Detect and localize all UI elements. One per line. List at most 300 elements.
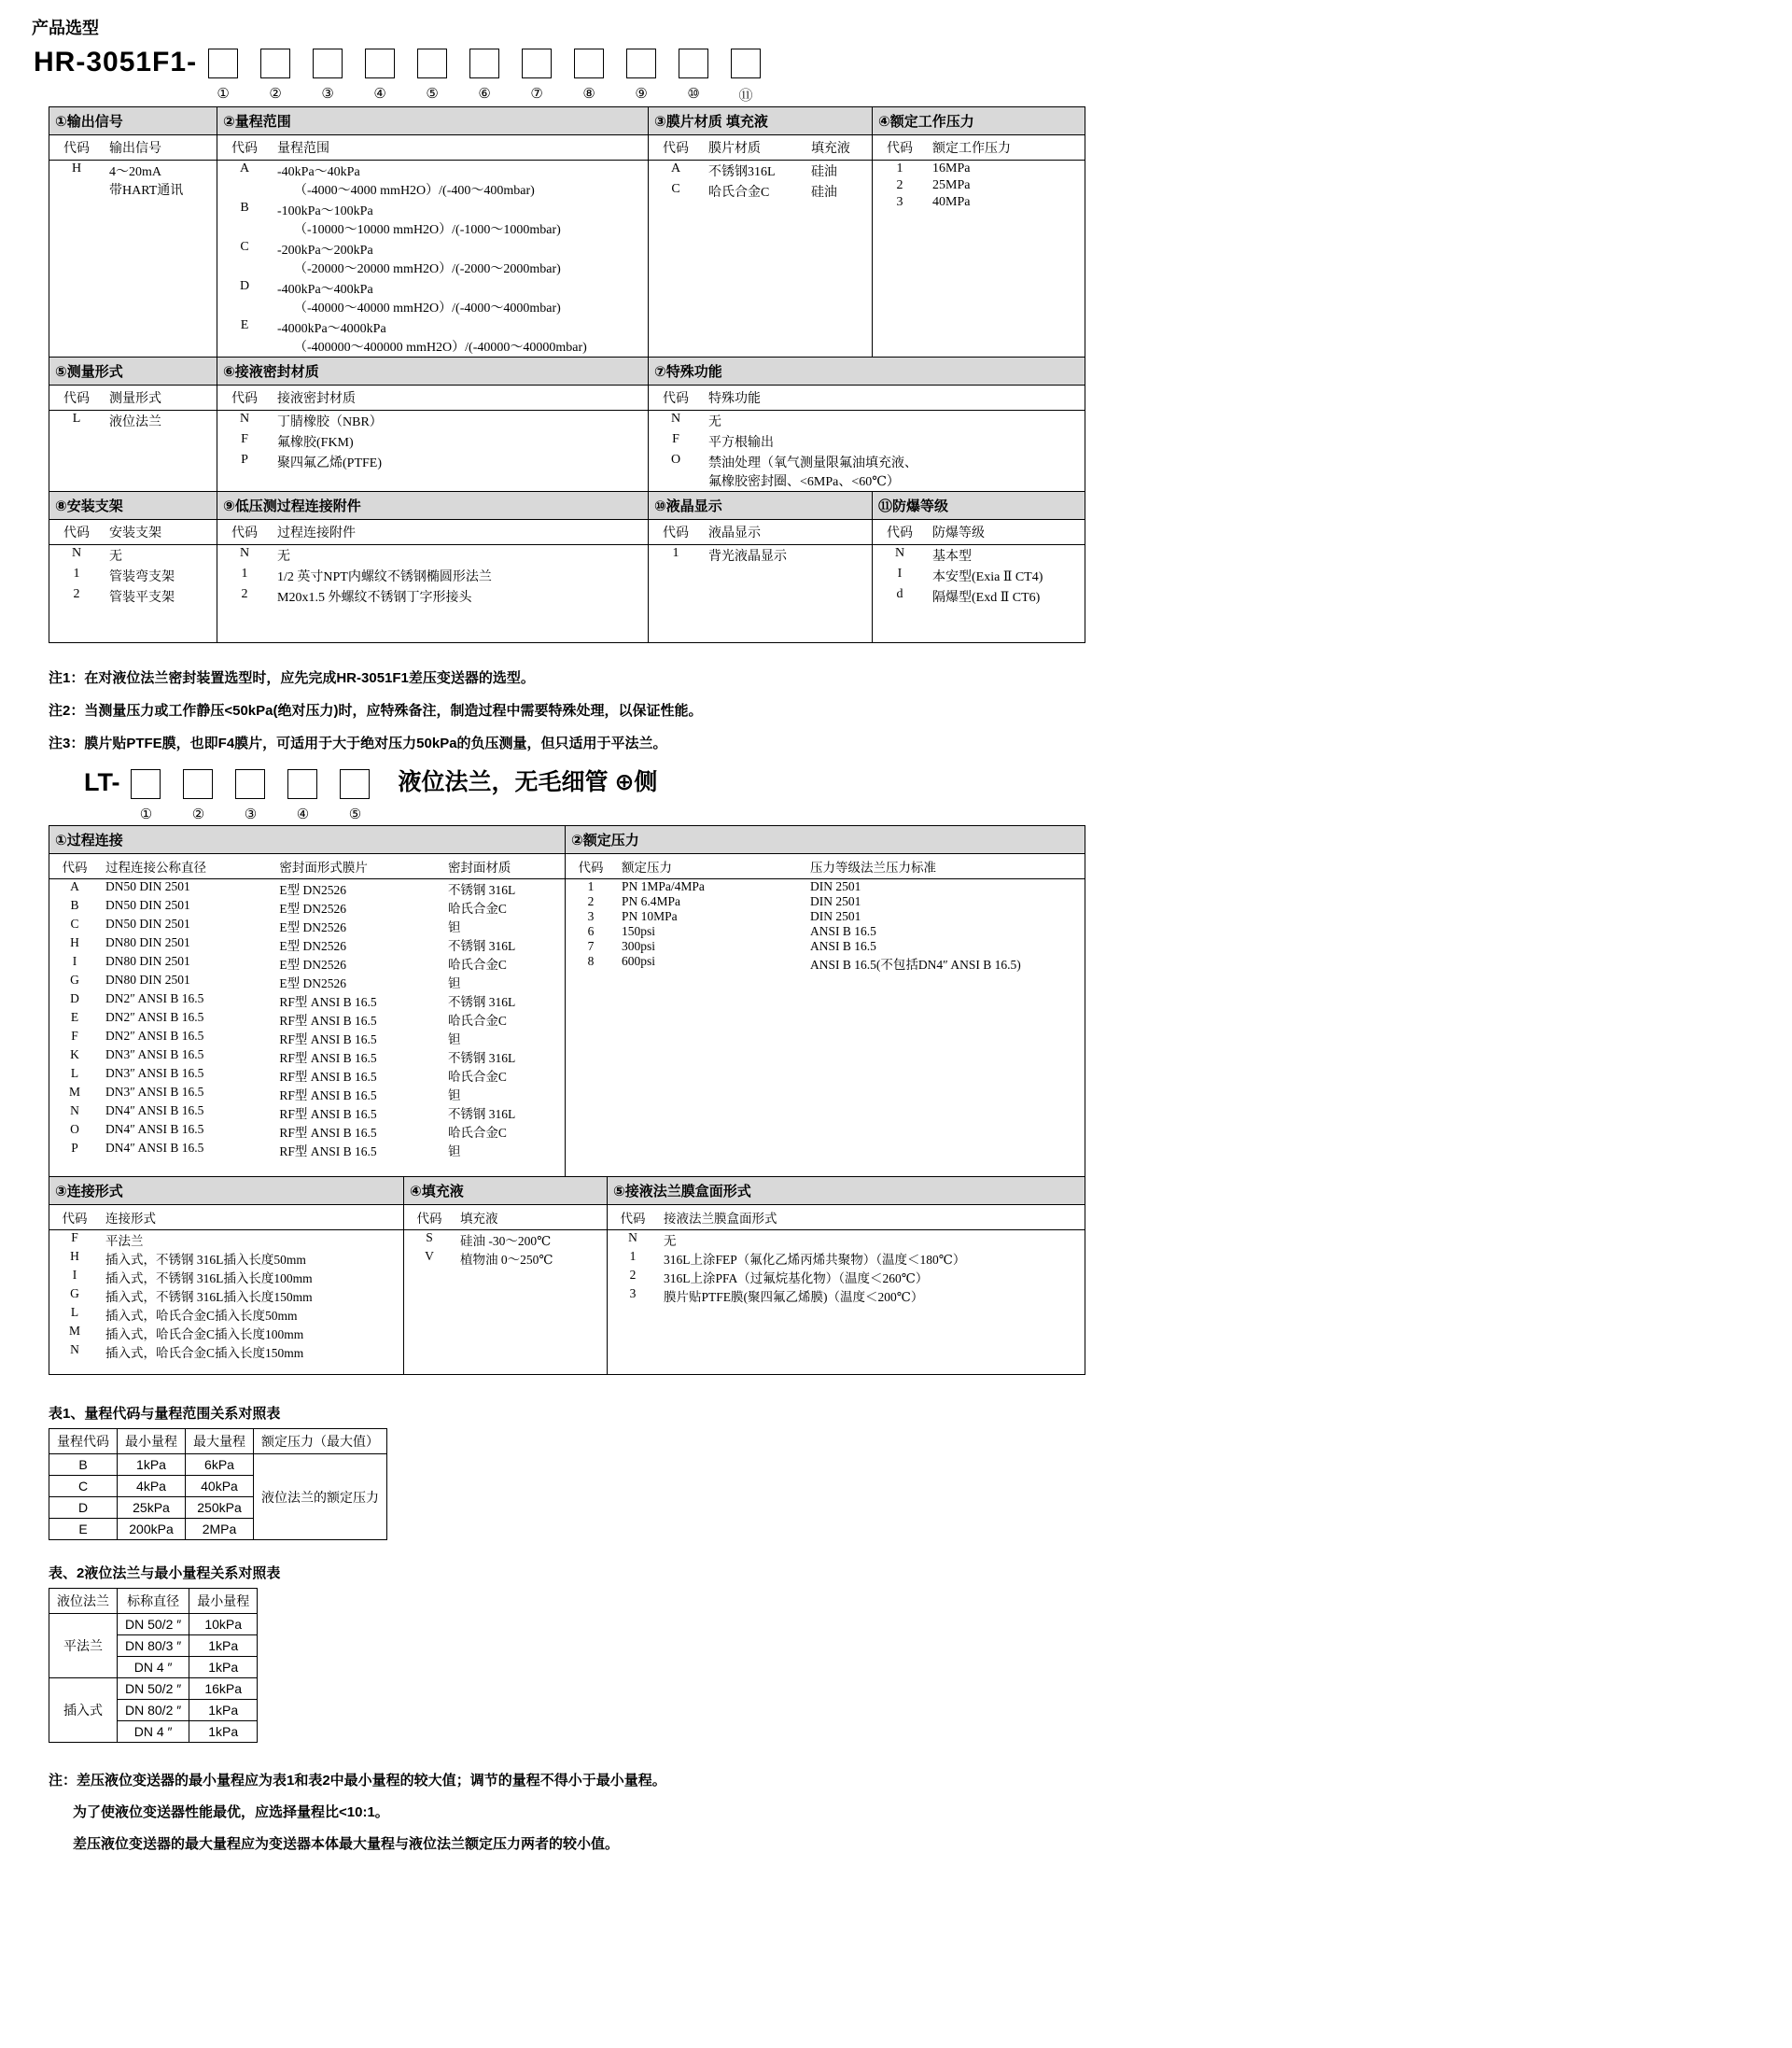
code-box-11[interactable] [720, 45, 772, 105]
row-max: 2MPa [186, 1519, 254, 1540]
table-row [49, 1286, 403, 1305]
row-code: C [70, 917, 79, 931]
table-header-row [49, 1589, 258, 1614]
col-code: 代码 [49, 135, 104, 161]
table-row [608, 1230, 1085, 1250]
table-row [49, 1678, 258, 1700]
row-code: H [70, 1249, 79, 1263]
table-header-row [217, 520, 648, 545]
row-c1: 无 [664, 1234, 677, 1248]
row-c1: 膜片贴PTFE膜(聚四氟乙烯膜)（温度＜200℃） [664, 1290, 924, 1304]
row-min: 200kPa [118, 1519, 186, 1540]
col-code: 代码 [49, 1205, 100, 1230]
row-code: F [71, 1230, 78, 1244]
row-code: B [49, 1454, 118, 1476]
row-value: 25MPa [932, 178, 971, 192]
row-c1: 150psi [622, 924, 656, 938]
section-header: ②额定压力 [566, 826, 1085, 854]
row-code: E [240, 318, 249, 332]
row-code: N [70, 1342, 79, 1356]
row-fill-fluid: 硅油 [810, 165, 837, 179]
code-box-10[interactable] [667, 45, 720, 105]
col-code: 代码 [49, 854, 100, 879]
table-row [49, 358, 1085, 492]
code-box-index: ③ [244, 807, 258, 822]
row-code: N [670, 412, 681, 426]
table-header-row [873, 520, 1085, 545]
row-code: D [70, 991, 79, 1005]
code-box-square[interactable] [469, 49, 499, 78]
table-row [649, 452, 1085, 491]
row-c1: DN2″ ANSI B 16.5 [105, 1029, 204, 1043]
col-flange-type: 液位法兰 [49, 1589, 118, 1614]
lt-code-box-1[interactable] [119, 765, 172, 823]
row-code: 1 [672, 546, 679, 560]
model-code-line-2 [84, 765, 1764, 823]
col-code: 代码 [873, 135, 927, 161]
table-row [49, 1342, 403, 1361]
col-value: 防爆等级 [927, 520, 1085, 545]
row-c3: 哈氏合金C [447, 1014, 507, 1028]
row-code: D [239, 279, 250, 293]
code-box-5[interactable] [406, 45, 458, 105]
row-code: V [425, 1249, 434, 1263]
table-row [49, 1047, 565, 1066]
table-row [49, 1122, 565, 1141]
col-rated-pressure: 额定压力 [616, 854, 805, 879]
row-min: 1kPa [189, 1657, 258, 1678]
section-table [49, 520, 217, 642]
code-box-square[interactable] [340, 769, 370, 799]
row-c3: 钽 [447, 1088, 461, 1102]
section-explosion-proof [873, 492, 1085, 643]
spacer-row [49, 1361, 403, 1374]
row-c1: DN50 DIN 2501 [105, 898, 190, 912]
row-c1: 插入式，哈氏合金C插入长度150mm [105, 1346, 304, 1360]
row-min: 4kPa [118, 1476, 186, 1497]
row-c1: 600psi [622, 954, 656, 968]
range-line-1: -200kPa～200kPa [277, 244, 373, 258]
row-c1: DN4″ ANSI B 16.5 [105, 1141, 204, 1155]
row-max: 6kPa [186, 1454, 254, 1476]
row-value: 基本型 [932, 550, 972, 564]
section-table [649, 520, 872, 566]
row-code: 3 [587, 909, 595, 923]
range-line-2: （-400000～400000 mmH2O）/(-40000～40000mbar) [294, 341, 587, 355]
code-box-square[interactable] [626, 49, 656, 78]
row-code: A [670, 161, 681, 175]
row-min: 16kPa [189, 1678, 258, 1700]
table-row [49, 586, 217, 607]
row-value: 液位法兰 [109, 415, 161, 429]
row-value: 聚四氟乙烯(PTFE) [277, 456, 382, 470]
table2-caption: 表、2液位法兰与最小量程关系对照表 [49, 1565, 281, 1581]
code-box-square[interactable] [208, 49, 238, 78]
code-box-square[interactable] [731, 49, 761, 78]
row-c2: ANSI B 16.5(不包括DN4″ ANSI B 16.5) [810, 958, 1021, 972]
table-row [49, 1454, 387, 1476]
special-line-2: 氟橡胶密封圈、<6MPa、<60℃） [708, 475, 900, 489]
section-header: ⑦特殊功能 [649, 358, 1085, 386]
table-row [608, 1249, 1085, 1268]
row-c2: RF型 ANSI B 16.5 [279, 1126, 377, 1140]
row-code: 2 [241, 587, 248, 601]
row-code: 1 [73, 567, 80, 581]
table-header-row [49, 854, 565, 879]
row-code: d [896, 587, 903, 601]
table-header-row [566, 854, 1085, 879]
code-box-square[interactable] [183, 769, 213, 799]
selection-table-lt-lower [49, 1176, 1085, 1375]
table-row [873, 545, 1085, 567]
col-range-code: 量程代码 [49, 1429, 118, 1454]
model-name-1: HR-3051F1- [34, 47, 198, 77]
table-row [566, 894, 1085, 909]
code-box-square[interactable] [574, 49, 604, 78]
row-c1: DN80 DIN 2501 [105, 935, 190, 949]
code-box-square[interactable] [365, 49, 395, 78]
section-header: ④额定工作压力 [873, 107, 1085, 135]
range-line-1: -400kPa～400kPa [277, 283, 373, 297]
table-row [217, 431, 648, 452]
row-code: 2 [629, 1268, 637, 1282]
row-c2: ANSI B 16.5 [810, 939, 876, 953]
table-row [49, 879, 565, 899]
row-c1: DN4″ ANSI B 16.5 [105, 1103, 204, 1117]
code-box-square[interactable] [287, 769, 317, 799]
row-code: P [241, 453, 248, 467]
row-c2: RF型 ANSI B 16.5 [279, 1107, 377, 1121]
row-value: 隔爆型(Exd Ⅱ CT6) [932, 591, 1041, 605]
row-code: 1 [629, 1249, 637, 1263]
code-box-index: ⑥ [478, 87, 491, 102]
section-table [873, 135, 1085, 211]
row-code: I [897, 567, 903, 581]
range-line-2: （-40000～40000 mmH2O）/(-4000～4000mbar) [294, 302, 561, 316]
section-connection-type [49, 1177, 404, 1375]
code-box-index: ② [191, 807, 205, 822]
range-code-table [49, 1428, 387, 1540]
code-box-square[interactable] [131, 769, 161, 799]
row-code: O [670, 453, 681, 467]
note-3: 注3：膜片贴PTFE膜，也即F4膜片，可适用于大于绝对压力50kPa的负压测量，但只适用于平法兰。 [49, 736, 667, 751]
range-line-2: （-20000～20000 mmH2O）/(-2000～2000mbar) [294, 262, 561, 276]
code-box-square[interactable] [522, 49, 552, 78]
col-face-type: 接液法兰膜盒面形式 [658, 1205, 1085, 1230]
code-box-1[interactable] [197, 45, 249, 105]
table-row [217, 200, 648, 239]
row-c3: 不锈钢 316L [447, 883, 516, 897]
col-code: 代码 [49, 520, 104, 545]
table-row [217, 586, 648, 607]
footnote-3: 差压液位变送器的最大量程应为变送器本体最大量程与液位法兰额定压力两者的较小值。 [73, 1836, 620, 1852]
table-header-row [217, 135, 648, 161]
row-c1: DN2″ ANSI B 16.5 [105, 1010, 204, 1024]
col-nominal-diameter: 过程连接公称直径 [100, 854, 273, 879]
row-code: F [71, 1029, 78, 1043]
row-code: B [70, 898, 79, 912]
section-range [217, 107, 649, 358]
footnote-1: 注：差压液位变送器的最小量程应为表1和表2中最小量程的较大值；调节的量程不得小于最小量程。 [49, 1773, 666, 1788]
special-line-1: 禁油处理（氧气测量限氟油填充液、 [708, 456, 917, 470]
row-code: N [70, 1103, 79, 1117]
code-box-6[interactable] [458, 45, 511, 105]
row-c2: E型 DN2526 [279, 939, 346, 953]
row-value-line2: 带HART通讯 [109, 184, 184, 198]
row-c1: DN3″ ANSI B 16.5 [105, 1047, 204, 1061]
table-row [49, 1177, 1085, 1375]
section-table [217, 520, 648, 607]
range-line-2: （-10000～10000 mmH2O）/(-1000～1000mbar) [294, 223, 561, 237]
row-max: 250kPa [186, 1497, 254, 1519]
row-code: G [70, 973, 79, 987]
selection-table-main [49, 106, 1085, 643]
spacer-row [49, 607, 217, 642]
table-row [49, 1141, 565, 1159]
row-code: D [49, 1497, 118, 1519]
lt-code-box-4[interactable] [276, 765, 329, 823]
row-dn: DN 50/2 ″ [118, 1678, 189, 1700]
table-row [49, 1230, 403, 1250]
col-value: 量程范围 [272, 135, 648, 161]
table-row [873, 586, 1085, 607]
col-rated-pressure-max: 额定压力（最大值） [254, 1429, 387, 1454]
row-code: P [71, 1141, 78, 1155]
row-code: M [68, 1085, 80, 1099]
row-c3: 哈氏合金C [447, 902, 507, 916]
spacer-cell [49, 431, 217, 487]
row-value: M20x1.5 外螺纹不锈钢丁字形接头 [277, 591, 472, 605]
table-header-row [49, 1205, 403, 1230]
row-c3: 钽 [447, 920, 461, 934]
row-c1: DN3″ ANSI B 16.5 [105, 1066, 204, 1080]
section-header: ③膜片材质 填充液 [649, 107, 872, 135]
code-box-square[interactable] [260, 49, 290, 78]
row-c1: DN80 DIN 2501 [105, 954, 190, 968]
footnotes-block [49, 1767, 1764, 1859]
col-code: 代码 [649, 386, 703, 411]
row-min: 1kPa [118, 1454, 186, 1476]
section-header: ⑧安装支架 [49, 492, 217, 520]
row-c1: DN3″ ANSI B 16.5 [105, 1085, 204, 1099]
section-table [649, 135, 872, 202]
table-header-row [608, 1205, 1085, 1230]
code-box-index: ② [269, 87, 282, 102]
row-c3: 不锈钢 316L [447, 1051, 516, 1065]
section-fill-fluid [404, 1177, 608, 1375]
row-value [272, 200, 648, 239]
code-box-7[interactable] [511, 45, 563, 105]
model-code-boxes-1 [197, 45, 772, 105]
code-box-3[interactable] [301, 45, 354, 105]
table-row [49, 566, 217, 586]
row-value: 背光液晶显示 [708, 550, 787, 564]
col-code: 代码 [404, 1205, 455, 1230]
col-min-range: 最小量程 [118, 1429, 186, 1454]
row-min: 1kPa [189, 1700, 258, 1721]
row-dn: DN 80/2 ″ [118, 1700, 189, 1721]
row-material: 哈氏合金C [708, 186, 770, 200]
code-box-square[interactable] [417, 49, 447, 78]
table-row [49, 1268, 403, 1286]
row-c2: RF型 ANSI B 16.5 [279, 1014, 377, 1028]
table-row [49, 492, 1085, 643]
row-value [272, 278, 648, 317]
row-c2: RF型 ANSI B 16.5 [279, 1032, 377, 1046]
row-c1: 300psi [622, 939, 656, 953]
row-c2: RF型 ANSI B 16.5 [279, 1070, 377, 1084]
code-box-index: ① [217, 87, 230, 102]
table-row [49, 1066, 565, 1085]
code-box-index: ⑤ [348, 807, 362, 822]
row-value [272, 317, 648, 357]
section-table [49, 386, 217, 487]
row-c2: E型 DN2526 [279, 902, 346, 916]
col-fill-fluid: 填充液 [455, 1205, 607, 1230]
table-header-row [873, 135, 1085, 161]
note-2: 注2：当测量压力或工作静压<50kPa(绝对压力)时，应特殊备注，制造过程中需要特殊处理，以保证性能。 [49, 703, 703, 719]
section-table [217, 386, 648, 472]
row-c1: 植物油 0～250℃ [460, 1253, 553, 1267]
row-code: 7 [587, 939, 595, 953]
model-code-boxes-2 [119, 765, 381, 823]
row-c2: DIN 2501 [810, 894, 861, 908]
model-name-2: LT- [84, 768, 120, 796]
row-code: S [426, 1230, 433, 1244]
section-mounting-bracket [49, 492, 217, 643]
code-box-index: ④ [296, 807, 310, 822]
table-row [49, 1010, 565, 1029]
row-code: C [671, 182, 680, 196]
col-pressure-standard: 压力等级法兰压力标准 [805, 854, 1085, 879]
section-table [49, 854, 565, 1176]
row-value [272, 239, 648, 278]
section-process-connection-accessory [217, 492, 649, 643]
code-box-index: ③ [321, 87, 334, 102]
row-code: B [240, 201, 249, 215]
section-process-connection [49, 826, 566, 1177]
table-row [566, 939, 1085, 954]
row-code: 6 [587, 924, 595, 938]
table-row [49, 1103, 565, 1122]
section-header: ⑤测量形式 [49, 358, 217, 386]
row-c2: E型 DN2526 [279, 883, 346, 897]
col-seal-face-material: 密封面材质 [442, 854, 565, 879]
table-header-row [49, 1429, 387, 1454]
row-min: 1kPa [189, 1635, 258, 1657]
table-row [49, 1324, 403, 1342]
row-value [703, 452, 1085, 491]
code-box-9[interactable] [615, 45, 667, 105]
section-special-function [649, 358, 1085, 492]
row-c1: PN 6.4MPa [622, 894, 681, 908]
table-row [217, 566, 648, 586]
table-row [49, 954, 565, 973]
col-code: 代码 [649, 520, 703, 545]
table-row [217, 411, 648, 432]
code-box-2[interactable] [249, 45, 301, 105]
table-row [49, 545, 217, 567]
row-c1: 平法兰 [105, 1234, 144, 1248]
row-code: E [49, 1519, 118, 1540]
code-box-index: ⑧ [582, 87, 595, 102]
row-c2: DIN 2501 [810, 879, 861, 893]
row-c1: 插入式，不锈钢 316L插入长度150mm [105, 1290, 313, 1304]
row-c1: PN 10MPa [622, 909, 678, 923]
table-header-row [649, 386, 1085, 411]
section-header: ③连接形式 [49, 1177, 403, 1205]
code-box-square[interactable] [235, 769, 265, 799]
col-value: 安装支架 [104, 520, 217, 545]
row-c1: DN50 DIN 2501 [105, 879, 190, 893]
row-c3: 哈氏合金C [447, 958, 507, 972]
section-table [49, 1205, 403, 1374]
row-code: C [49, 1476, 118, 1497]
col-value: 接液密封材质 [272, 386, 648, 411]
row-c1: DN4″ ANSI B 16.5 [105, 1122, 204, 1136]
col-nominal-diameter: 标称直径 [118, 1589, 189, 1614]
row-code: K [70, 1047, 79, 1061]
model-code-line-1 [34, 45, 1764, 105]
range-line-1: -4000kPa～4000kPa [277, 322, 386, 336]
row-code: 3 [629, 1286, 637, 1300]
section-flange-diaphragm-face [608, 1177, 1085, 1375]
section-table [217, 135, 648, 357]
code-box-square[interactable] [679, 49, 708, 78]
row-min: 25kPa [118, 1497, 186, 1519]
range-line-2: （-4000～4000 mmH2O）/(-400～400mbar) [294, 184, 535, 198]
code-box-square[interactable] [313, 49, 343, 78]
table-row [49, 935, 565, 954]
table-row [49, 1085, 565, 1103]
table-row [566, 924, 1085, 939]
lt-code-box-5[interactable] [329, 765, 381, 823]
row-c1: 插入式，哈氏合金C插入长度50mm [105, 1309, 298, 1323]
table-header-row [49, 135, 217, 161]
row-code: L [70, 1305, 79, 1319]
row-c2: DIN 2501 [810, 909, 861, 923]
row-c2: RF型 ANSI B 16.5 [279, 995, 377, 1009]
lt-code-box-2[interactable] [172, 765, 224, 823]
col-code: 代码 [217, 386, 272, 411]
table-row [217, 545, 648, 567]
section-header: ⑥接液密封材质 [217, 358, 648, 386]
section-table [873, 520, 1085, 607]
code-box-4[interactable] [354, 45, 406, 105]
row-code: 2 [73, 587, 80, 601]
code-box-index: ④ [373, 87, 386, 102]
section-lcd-display [649, 492, 873, 643]
col-value: 液晶显示 [703, 520, 872, 545]
table-row [649, 411, 1085, 432]
table-row [217, 161, 648, 201]
section-table [608, 1205, 1085, 1305]
row-c3: 哈氏合金C [447, 1126, 507, 1140]
col-code: 代码 [217, 520, 272, 545]
code-box-8[interactable] [563, 45, 615, 105]
row-code: 2 [896, 178, 903, 192]
table-row [217, 317, 648, 357]
row-dn: DN 4 ″ [118, 1721, 189, 1743]
table-row [873, 161, 1085, 178]
footnote-2: 为了使液位变送器性能最优，应选择量程比<10:1。 [73, 1804, 389, 1820]
lt-code-box-3[interactable] [224, 765, 276, 823]
table-row [49, 107, 1085, 358]
col-min-range: 最小量程 [189, 1589, 258, 1614]
row-fill-fluid: 硅油 [810, 186, 837, 200]
section-seal-material [217, 358, 649, 492]
table-row [649, 545, 872, 567]
